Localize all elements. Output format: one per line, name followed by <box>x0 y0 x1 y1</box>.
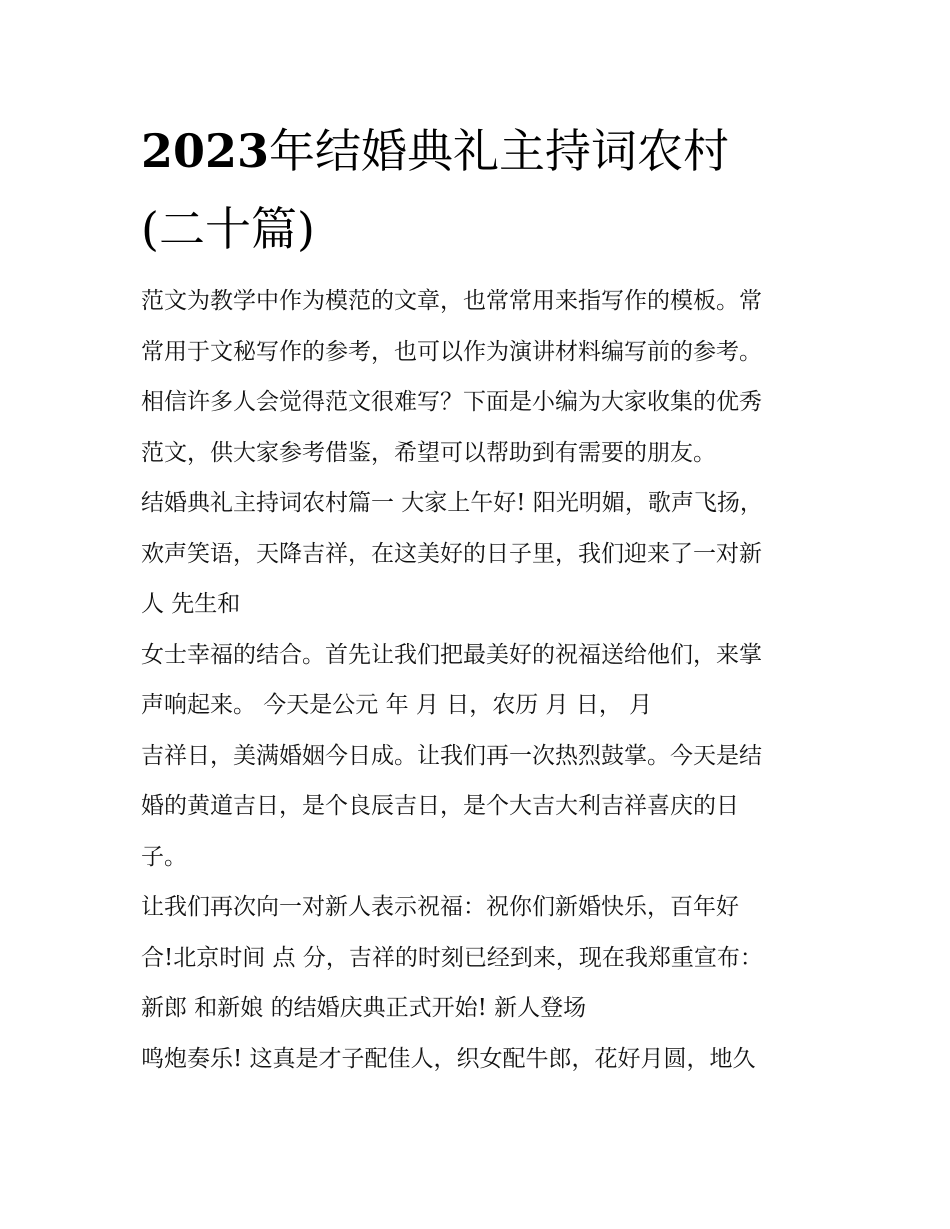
body-line: 让我们再次向一对新人表示祝福：祝你们新婚快乐，百年好 <box>141 894 739 920</box>
title-line1-rest: 年结婚典礼主持词农村 <box>269 124 730 178</box>
body-line: 结婚典礼主持词农村篇一 大家上午好! 阳光明媚，歌声飞扬， <box>141 490 763 516</box>
body-line: 范文，供大家参考借鉴，希望可以帮助到有需要的朋友。 <box>141 439 716 466</box>
document-title <box>141 112 821 268</box>
body-line: 吉祥日，美满婚姻今日成。让我们再一次热烈鼓掌。今天是结 <box>141 742 762 769</box>
title-line2: (二十篇) <box>141 202 315 256</box>
body-line: 相信许多人会觉得范文很难写？下面是小编为大家收集的优秀 <box>141 389 762 415</box>
body-line: 子。 <box>141 843 187 870</box>
body-line: 声响起来。 今天是公元 年 月 日，农历 月 日， 月 <box>141 692 653 718</box>
body-line: 新郎 和新娘 的结婚庆典正式开始! 新人登场 <box>141 995 587 1021</box>
body-line: 合!北京时间 点 分，吉祥的时刻已经到来，现在我郑重宣布： <box>141 944 763 971</box>
body-line: 鸣炮奏乐! 这真是才子配佳人，织女配牛郎，花好月圆，地久 <box>141 1045 756 1072</box>
body-line: 婚的黄道吉日，是个良辰吉日，是个大吉大利吉祥喜庆的日 <box>141 793 739 819</box>
body-line: 欢声笑语，天降吉祥，在这美好的日子里，我们迎来了一对新 <box>141 540 762 567</box>
body-line: 常用于文秘写作的参考，也可以作为演讲材料编写前的参考。 <box>141 338 762 365</box>
body-line: 范文为教学中作为模范的文章，也常常用来指写作的模板。常 <box>141 288 762 314</box>
body-line: 女士幸福的结合。首先让我们把最美好的祝福送给他们，来掌 <box>141 641 762 668</box>
document-body <box>141 276 821 1084</box>
title-year: 2023 <box>141 124 270 178</box>
body-line: 人 先生和 <box>141 591 241 617</box>
